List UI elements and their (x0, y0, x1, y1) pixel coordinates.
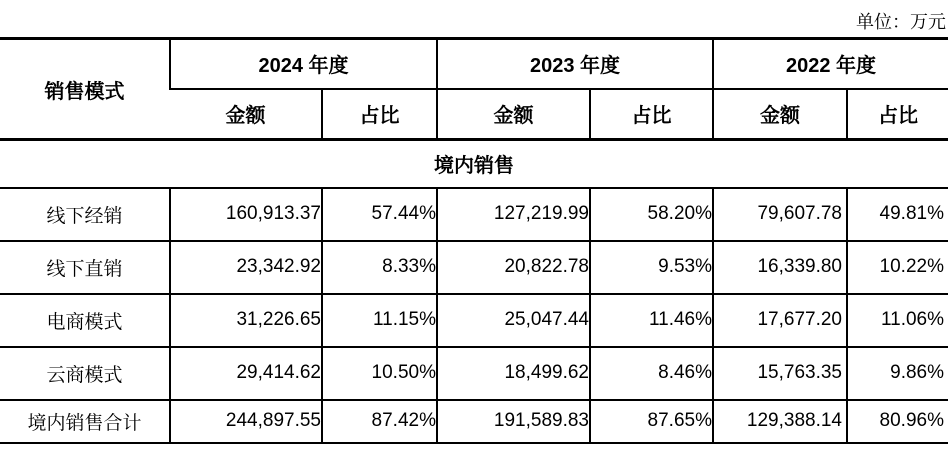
table-header (0, 39, 948, 140)
cell-amount-2022: 16,339.80 (713, 241, 847, 294)
table-row (0, 241, 948, 294)
cell-ratio-2023: 9.53% (590, 241, 713, 294)
cell-amount-2024: 160,913.37 (170, 188, 322, 241)
col-header-year-2023: 2023 年度 (437, 39, 713, 89)
col-header-ratio-2023: 占比 (590, 89, 713, 140)
cell-amount-2024: 29,414.62 (170, 347, 322, 400)
unit-label: 单位：万元 (856, 12, 946, 32)
section-header-domestic-sales: 境内销售 (0, 140, 948, 188)
cell-ratio-2024: 87.42% (322, 400, 437, 443)
row-label: 电商模式 (0, 294, 170, 347)
cell-ratio-2024: 57.44% (322, 188, 437, 241)
sales-mode-table (0, 37, 948, 444)
row-label: 线下经销 (0, 188, 170, 241)
col-header-year-2024: 2024 年度 (170, 39, 437, 89)
col-header-amount-2023: 金额 (437, 89, 590, 140)
col-header-sales-mode: 销售模式 (0, 39, 170, 140)
cell-ratio-2022: 11.06% (847, 294, 948, 347)
cell-ratio-2023: 8.46% (590, 347, 713, 400)
cell-amount-2023: 18,499.62 (437, 347, 590, 400)
cell-amount-2024: 31,226.65 (170, 294, 322, 347)
col-header-amount-2022: 金额 (713, 89, 847, 140)
cell-amount-2022: 15,763.35 (713, 347, 847, 400)
cell-amount-2024: 23,342.92 (170, 241, 322, 294)
cell-ratio-2023: 87.65% (590, 400, 713, 443)
table-body (0, 140, 948, 443)
col-header-year-2022: 2022 年度 (713, 39, 948, 89)
cell-ratio-2022: 9.86% (847, 347, 948, 400)
cell-ratio-2022: 49.81% (847, 188, 948, 241)
cell-amount-2022: 79,607.78 (713, 188, 847, 241)
cell-ratio-2023: 11.46% (590, 294, 713, 347)
cell-amount-2023: 127,219.99 (437, 188, 590, 241)
col-header-amount-2024: 金额 (170, 89, 322, 140)
table-row (0, 188, 948, 241)
cell-amount-2023: 25,047.44 (437, 294, 590, 347)
row-label: 境内销售合计 (0, 400, 170, 443)
cell-ratio-2022: 80.96% (847, 400, 948, 443)
cell-amount-2024: 244,897.55 (170, 400, 322, 443)
header-row-years (0, 39, 948, 89)
table-row (0, 294, 948, 347)
cell-ratio-2024: 10.50% (322, 347, 437, 400)
table-row (0, 347, 948, 400)
table-row-total (0, 400, 948, 443)
cell-amount-2023: 191,589.83 (437, 400, 590, 443)
col-header-ratio-2024: 占比 (322, 89, 437, 140)
cell-amount-2022: 129,388.14 (713, 400, 847, 443)
section-header-row (0, 140, 948, 188)
cell-ratio-2024: 11.15% (322, 294, 437, 347)
cell-ratio-2024: 8.33% (322, 241, 437, 294)
col-header-ratio-2022: 占比 (847, 89, 948, 140)
row-label: 云商模式 (0, 347, 170, 400)
cell-ratio-2022: 10.22% (847, 241, 948, 294)
cell-ratio-2023: 58.20% (590, 188, 713, 241)
cell-amount-2023: 20,822.78 (437, 241, 590, 294)
cell-amount-2022: 17,677.20 (713, 294, 847, 347)
row-label: 线下直销 (0, 241, 170, 294)
